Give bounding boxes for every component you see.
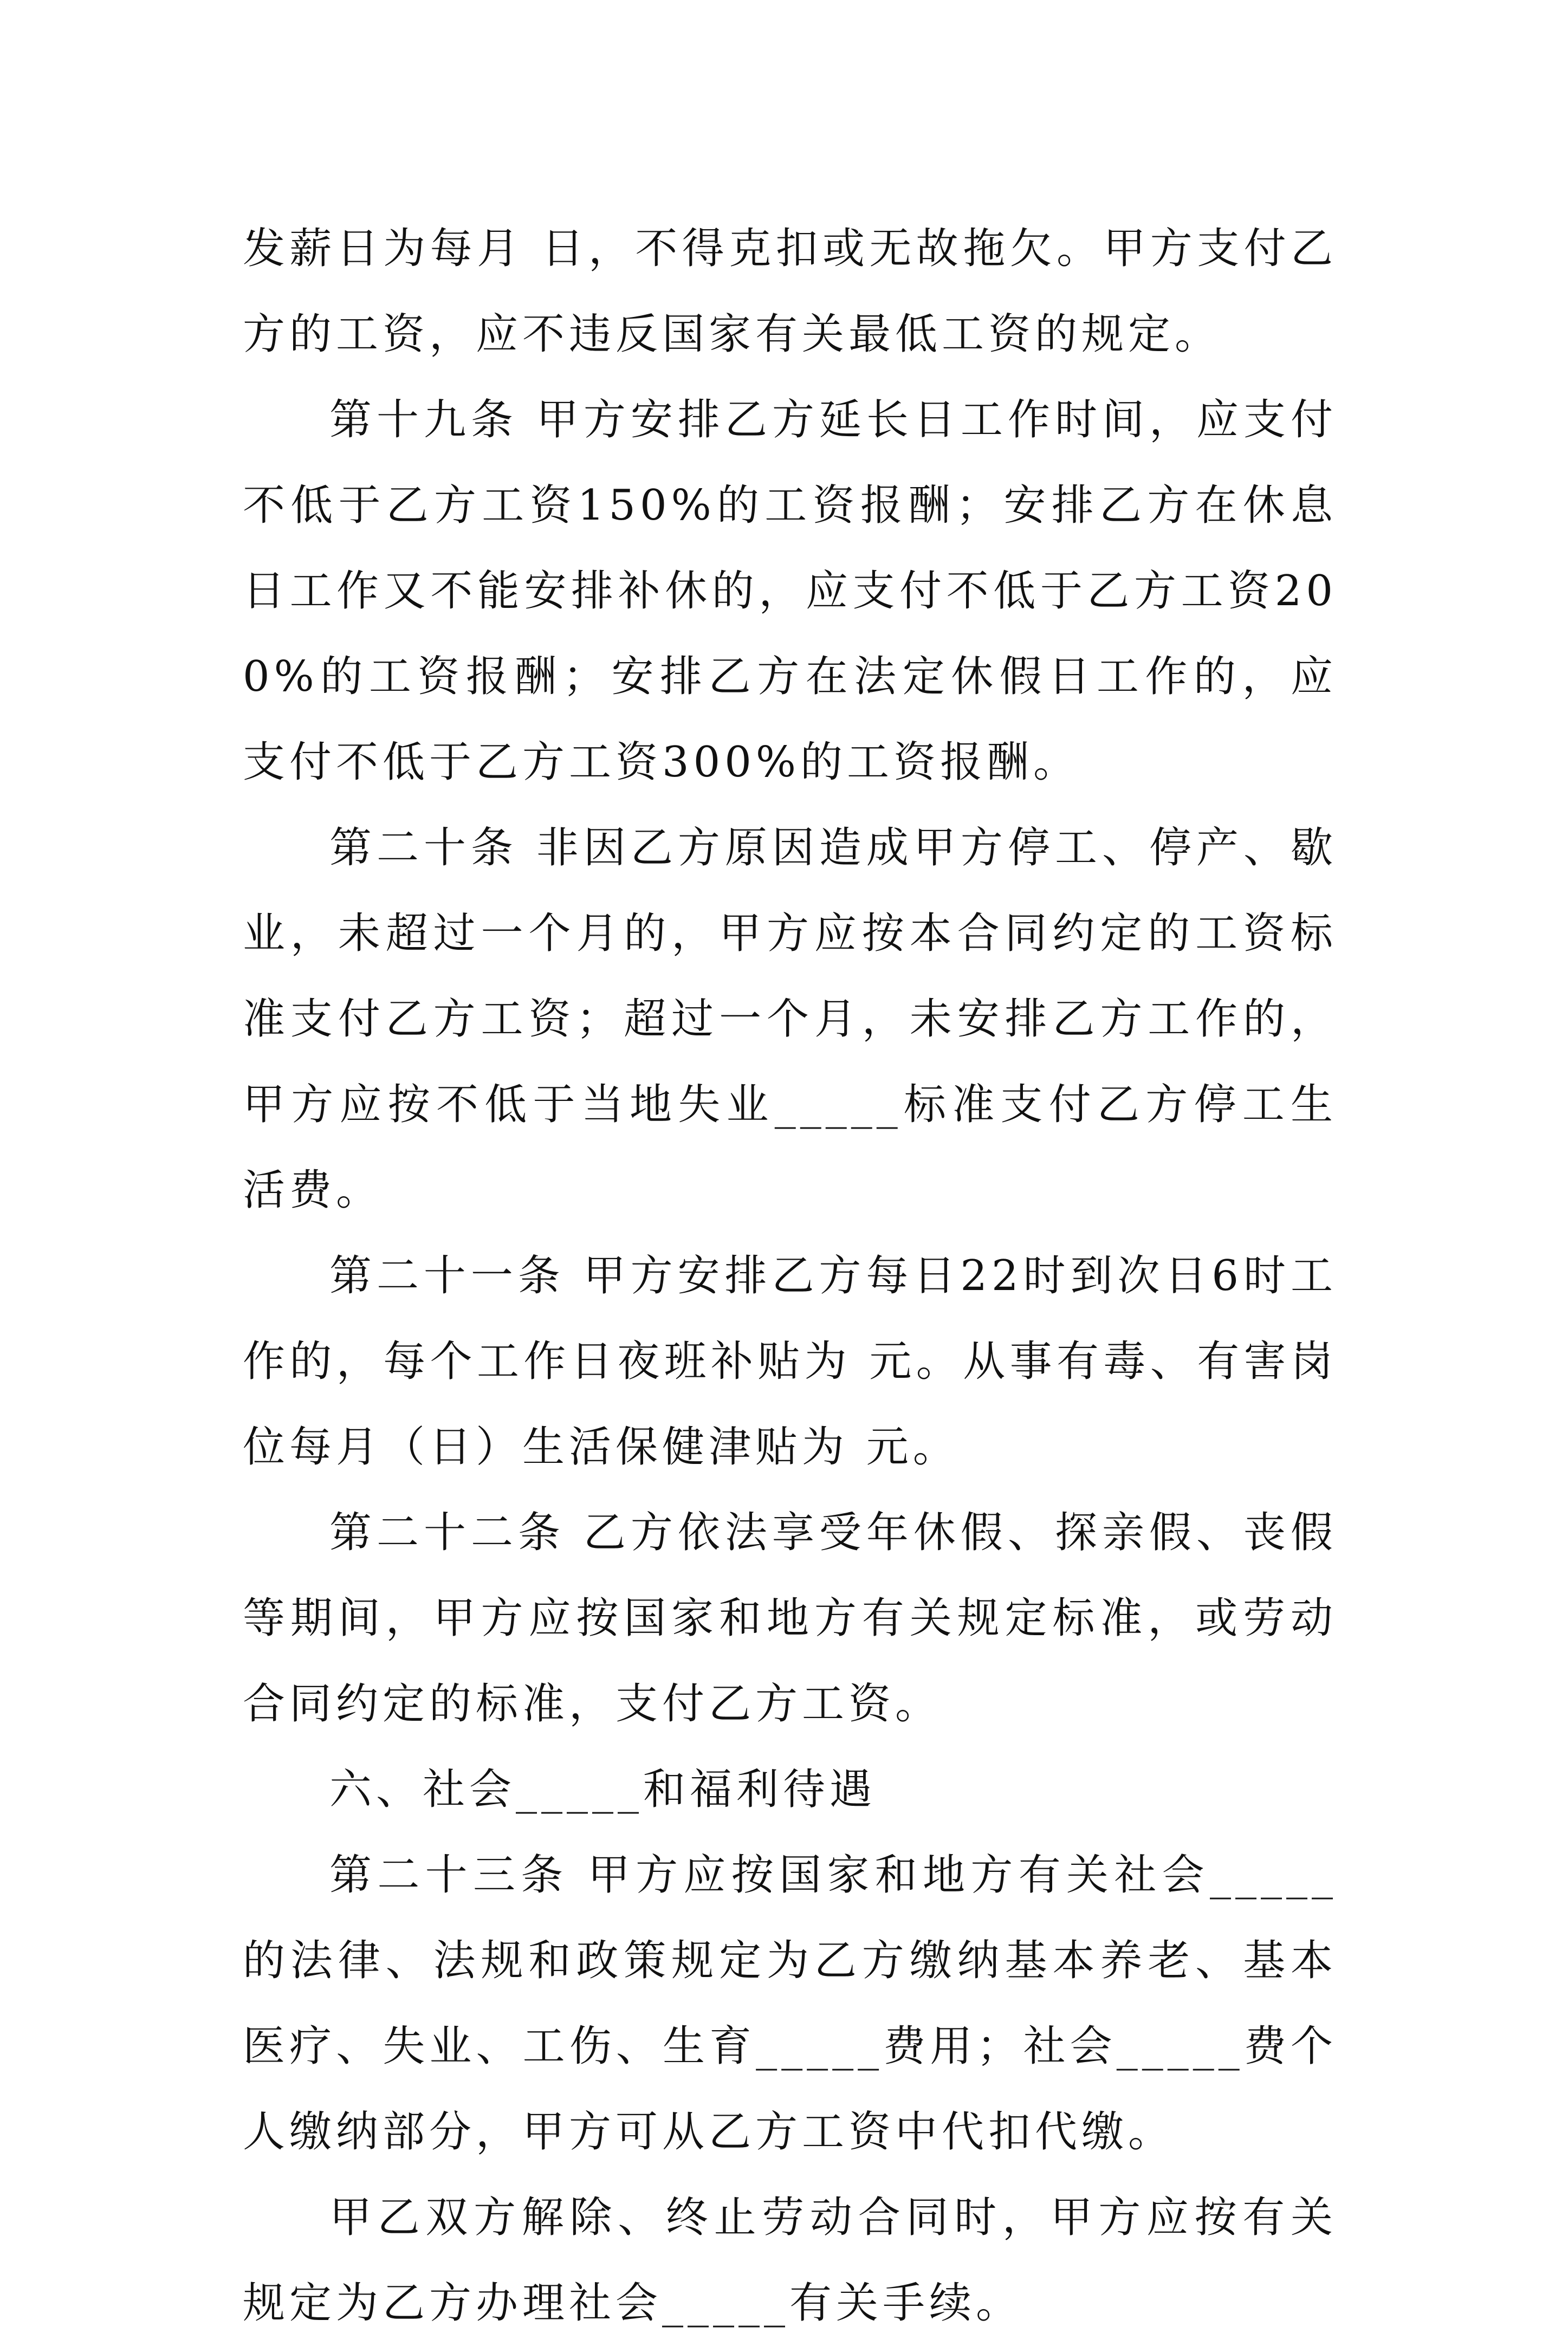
paragraph-wage-payday: 发薪日为每月 日，不得克扣或无故拖欠。甲方支付乙方的工资，应不违反国家有关最低工资的规定。	[243, 224, 1337, 359]
paragraph-article-20: 第二十条 非因乙方原因造成甲方停工、停产、歇业，未超过一个月的，甲方应按本合同约定的工资标准支付乙方工资；超过一个月，未安排乙方工作的，甲方应按不低于当地失业_____标准支付乙方停工生活费。	[243, 824, 1337, 1215]
paragraph-article-21: 第二十一条 甲方安排乙方每日22时到次日6时工作的，每个工作日夜班补贴为 元。从事有毒、有害岗位每月（日）生活保健津贴为 元。	[243, 1252, 1337, 1472]
section-heading-social-welfare: 六、社会_____和福利待遇	[329, 1765, 877, 1814]
paragraph-termination-procedures: 甲乙双方解除、终止劳动合同时，甲方应按有关规定为乙方办理社会_____有关手续。	[243, 2193, 1337, 2328]
paragraph-article-23: 第二十三条 甲方应按国家和地方有关社会_____的法律、法规和政策规定为乙方缴纳基本养老、基本医疗、失业、工伤、生育_____费用；社会_____费个人缴纳部分，甲方可从乙方工资中代扣代缴。	[243, 1851, 1337, 2156]
document-body	[243, 206, 1337, 2346]
paragraph-article-22: 第二十二条 乙方依法享受年休假、探亲假、丧假等期间，甲方应按国家和地方有关规定标准，或劳动合同约定的标准，支付乙方工资。	[243, 1508, 1337, 1728]
paragraph-article-19: 第十九条 甲方安排乙方延长日工作时间，应支付不低于乙方工资150%的工资报酬；安排乙方在休息日工作又不能安排补休的，应支付不低于乙方工资200%的工资报酬；安排乙方在法定休假日工作的，应支付不低于乙方工资300%的工资报酬。	[243, 396, 1337, 787]
